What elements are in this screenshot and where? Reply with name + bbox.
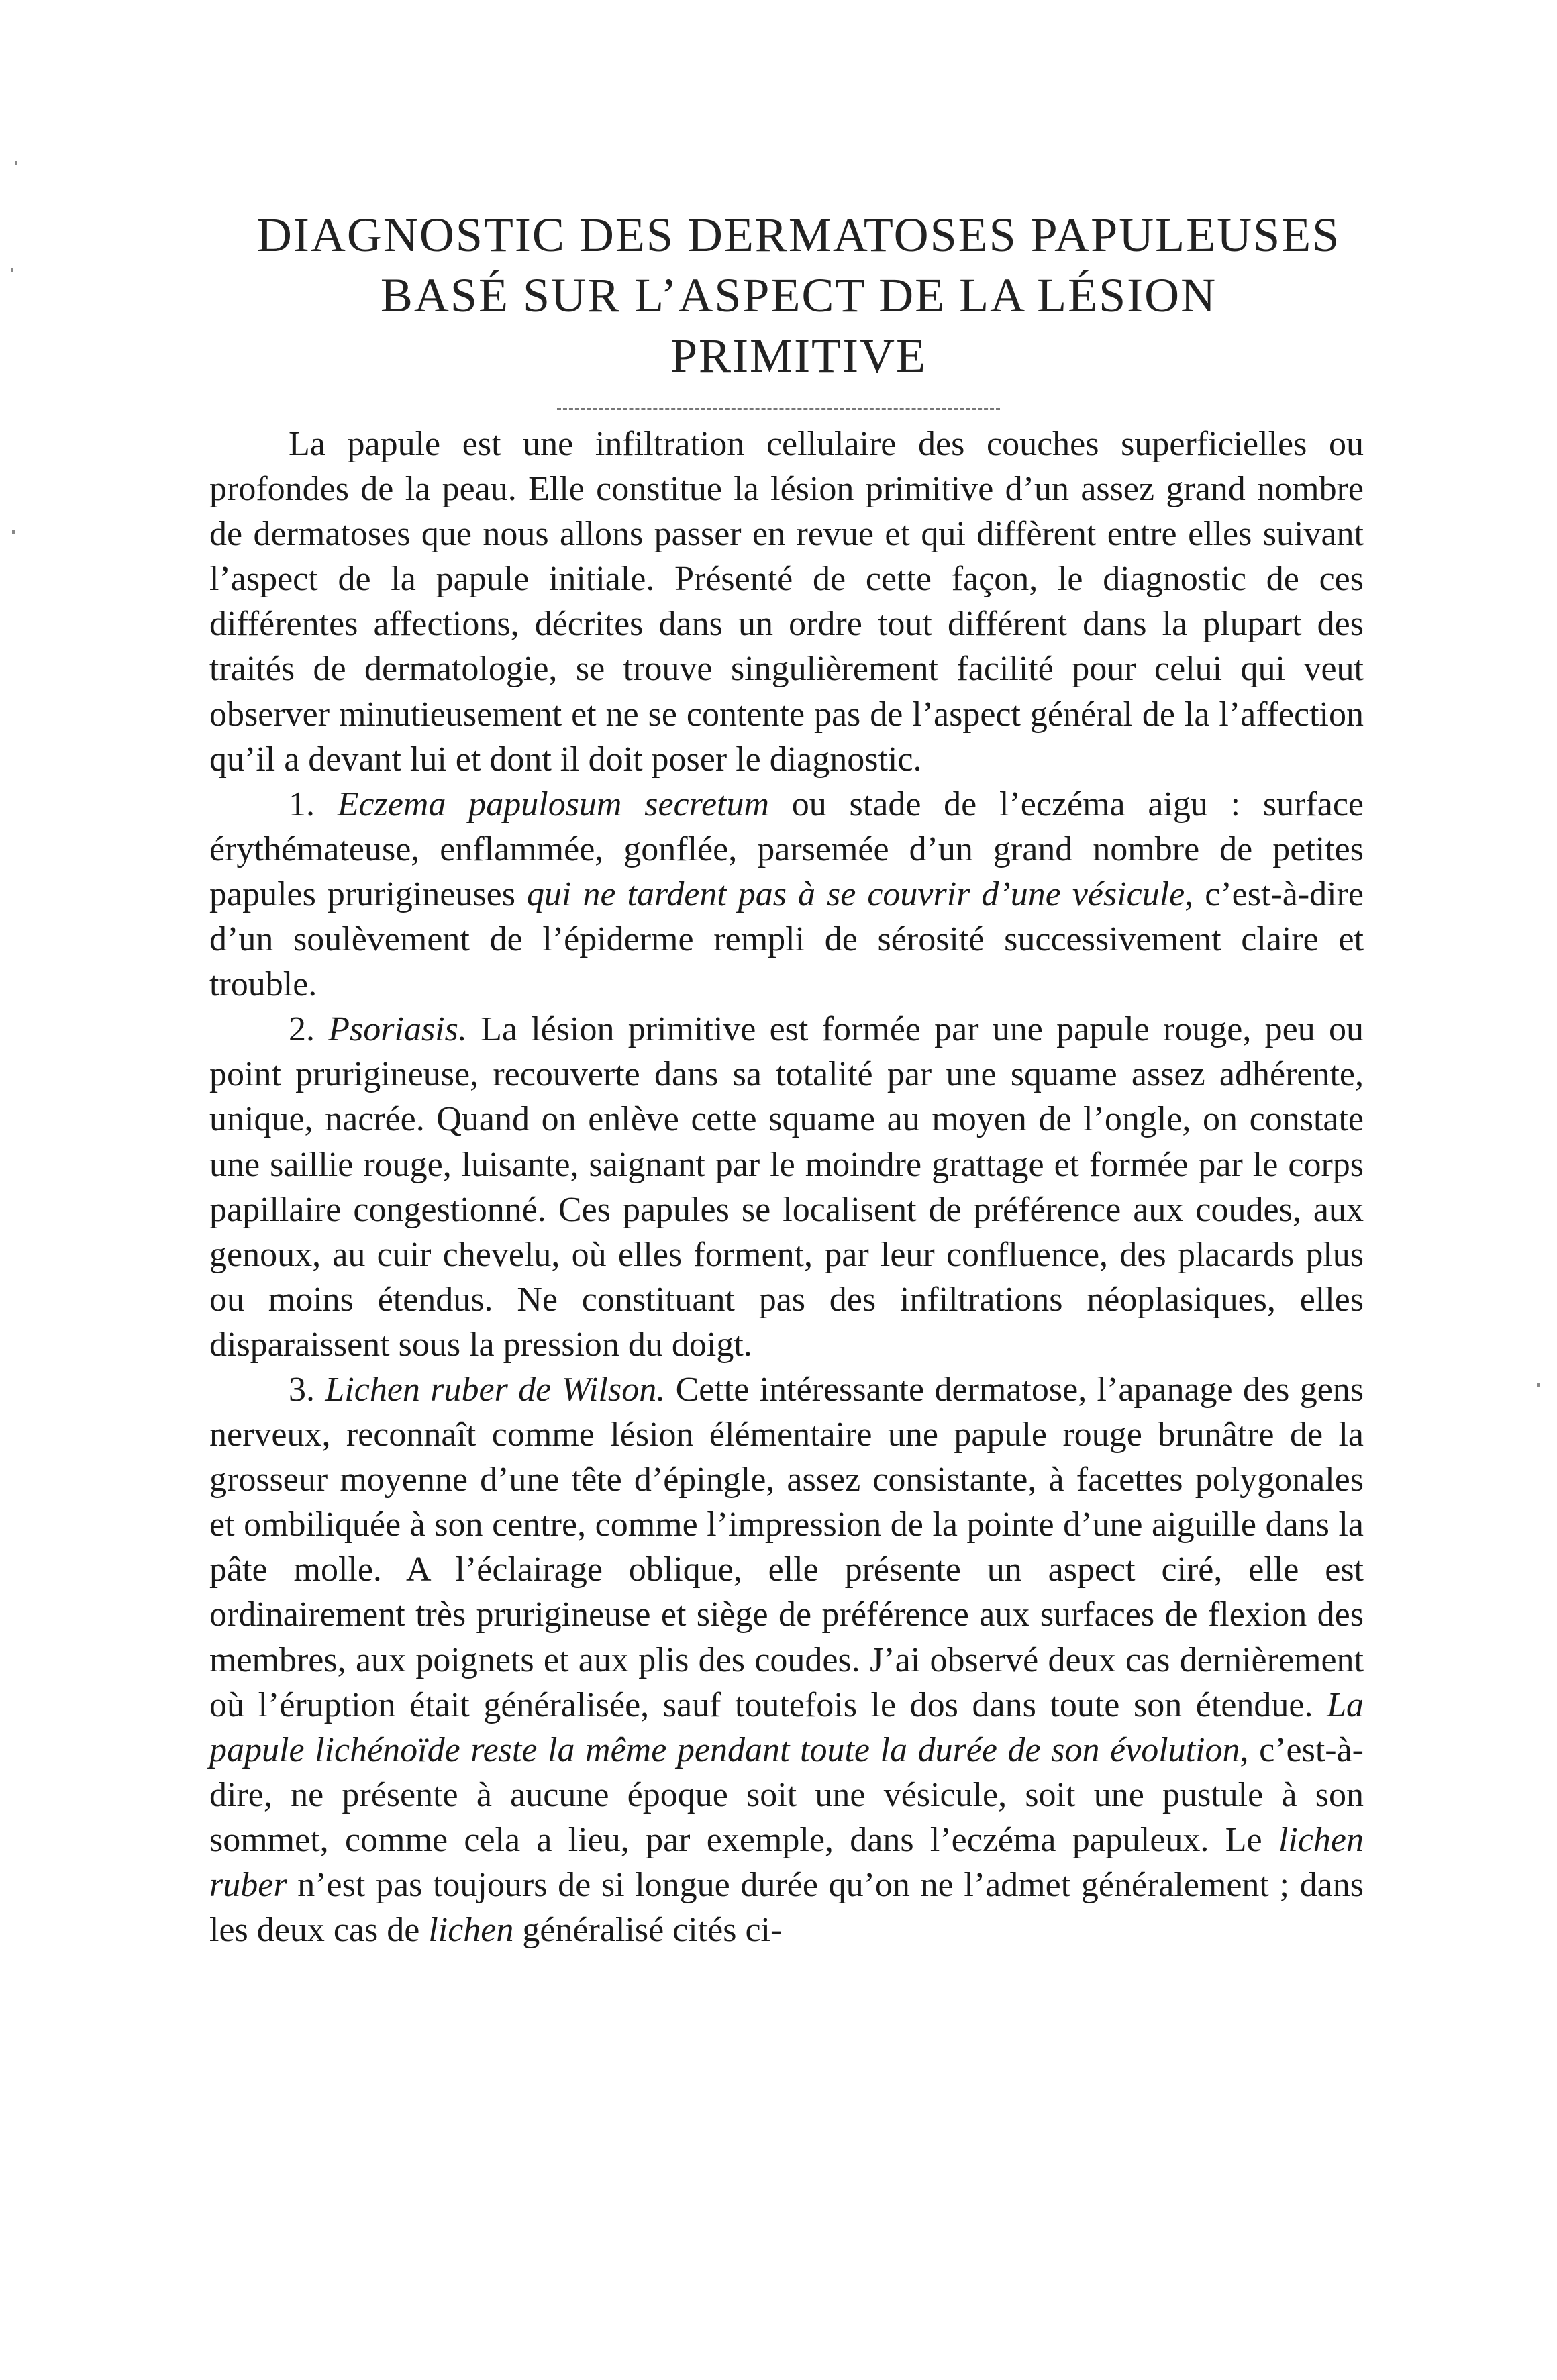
- title-line-1: DIAGNOSTIC DES DERMATOSES PAPULEUSES: [256, 208, 1341, 262]
- term-eczema: Eczema papulosum secretum: [337, 785, 770, 824]
- item-number: 2.: [289, 1010, 315, 1049]
- margin-speck: [11, 268, 13, 272]
- term-psoriasis: Psoriasis.: [328, 1010, 467, 1049]
- paragraph-eczema: [209, 782, 1364, 1007]
- paragraph-psoriasis: [209, 1007, 1364, 1367]
- intro-paragraph: La papule est une infiltration cellulaire des couches superficielles ou profondes de la peau. Elle constitue la lésion primitive d’un assez grand nombre de dermatoses que nous allons passer en revue et qui diffèrent entre elles suivant l’aspect de la papule initiale. Présenté de cette façon, le diagnostic de ces différentes affections, décrites dans un ordre tout différent dans la plupart des traités de dermatologie, se trouve singulièrement facilité pour celui qui veut observer minutieusement et ne se contente pas de l’aspect général de la l’affection qu’il a devant lui et dont il doit poser le diagnostic.: [209, 425, 1364, 779]
- margin-speck: [15, 161, 17, 165]
- margin-speck: [12, 530, 15, 534]
- body-text: [209, 422, 1364, 1952]
- paragraph-text: , c’est-à-dire d’un soulèvement de l’épiderme rempli de sérosité successivement claire et trouble.: [209, 875, 1364, 1004]
- margin-speck: [1537, 1383, 1540, 1387]
- title-line-3: PRIMITIVE: [670, 329, 927, 383]
- paragraph-text: n’est pas toujours de si longue durée qu’on ne l’admet généralement ; dans les deux cas de: [209, 1866, 1364, 1950]
- paragraph-text: Cette intéressante dermatose, l’apanage des gens nerveux, reconnaît comme lésion élémentaire une papule rouge brunâtre de la grosseur moyenne d’une tête d’épingle, assez consistante, à facettes polygonales et ombiliquée à son centre, comme l’impression de la pointe d’une aiguille dans la pâte molle. A l’éclairage oblique, elle présente un aspect ciré, elle est ordinairement très prurigineuse et siège de préférence aux surfaces de flexion des membres, aux poignets et aux plis des coudes. J’ai observé deux cas dernièrement où l’éruption était généralisée, sauf toutefois le dos dans toute son étendue.: [209, 1370, 1364, 1724]
- term-lichen: lichen: [428, 1911, 514, 1950]
- paragraph-text: , c’est-à-dire, ne présente à aucune époque soit une vésicule, soit une pustule à son sommet, comme cela a lieu, par exemple, dans l’eczéma papuleux. Le: [209, 1730, 1364, 1859]
- emphasis-text: qui ne tardent pas à se couvrir d’une vésicule: [527, 875, 1185, 913]
- paragraph-text: La lésion primitive est formée par une papule rouge, peu ou point prurigineuse, recouverte dans sa totalité par une squame assez adhérente, unique, nacrée. Quand on enlève cette squame au moyen de l’ongle, on constate une saillie rouge, luisante, saignant par le moindre grattage et formée par le corps papillaire congestionné. Ces papules se localisent de préférence aux coudes, aux genoux, au cuir chevelu, où elles forment, par leur confluence, des placards plus ou moins étendus. Ne constituant pas des infiltrations néoplasiques, elles disparaissent sous la pression du doigt.: [209, 1010, 1364, 1364]
- paragraph-lichen: [209, 1367, 1364, 1952]
- paragraph-text: généralisé cités ci-: [513, 1911, 783, 1950]
- term-lichen-ruber-wilson: Lichen ruber de Wilson.: [325, 1370, 666, 1409]
- paragraph-text: ou stade de l’eczéma aigu : surface érythémateuse, enflammée, gonflée, parsemée d’un grand nombre de petites papules prurigineuses: [209, 785, 1364, 913]
- item-number: 1.: [289, 785, 315, 824]
- chapter-title: [201, 205, 1396, 386]
- title-separator-rule: [557, 408, 1000, 410]
- title-line-2: BASÉ SUR L’ASPECT DE LA LÉSION: [380, 268, 1217, 322]
- emphasis-text: La papule lichénoïde reste la même pendant toute la durée de son évolution: [209, 1685, 1364, 1769]
- item-number: 3.: [289, 1370, 315, 1409]
- term-lichen-ruber: lichen ruber: [209, 1820, 1364, 1904]
